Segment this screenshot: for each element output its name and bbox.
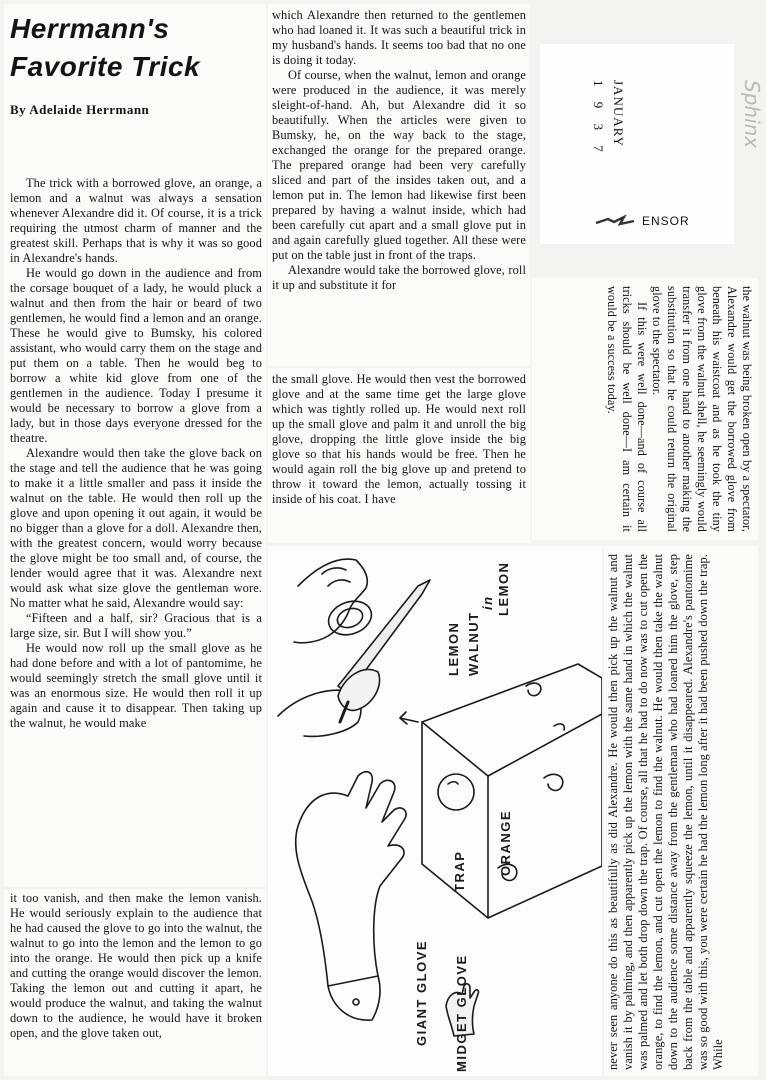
giant-glove-icon — [296, 772, 406, 986]
column-1-body — [10, 176, 262, 731]
pencil-annotation: Sphinx — [740, 80, 764, 149]
label-lemon: LEMON — [446, 621, 461, 676]
stamp-text: ENSOR — [642, 214, 690, 228]
paragraph: The trick with a borrowed glove, an orange, a lemon and a walnut was always a sensation whenever Alexandre did it. Of course, it is a trick requiring the utmost charm of manner and the greatest skill. Perhaps that is why it was so good in Alexandre's hands. — [10, 176, 262, 265]
label-orange: ORANGE — [498, 809, 513, 876]
date-clipping — [540, 44, 734, 244]
paragraph: Alexandre would then take the glove back on the stage and tell the audience that he was going to make it a little smaller and pass it inside the walnut on the table. He would then roll up the glove and upon opening it out again, it would be no bigger than a glove for a doll. Alexandre then, with the greatest concern, would worry because the glove might be too small and, of course, the lender would agree that it was. Alexandre next would ask what size glove the gentleman wore. No matter what he said, Alexandre would say: — [10, 446, 262, 610]
article-column-2 — [268, 4, 530, 366]
label-midget-glove: MIDGET GLOVE — [454, 954, 469, 1072]
paragraph: If this were well done—and of course all tricks should be well done—I am certain it would be a success today. — [605, 286, 649, 532]
paragraph: He would now roll up the small glove as he had done before and with a lot of pantomime, he would seemingly stretch the small glove until it was an enormous size. He would then roll it up again and cause it to disappear. Then taking up the walnut, he would make — [10, 641, 262, 730]
headline-line-2: Favorite Trick — [10, 51, 201, 82]
article-column-1-continued — [4, 889, 266, 1076]
label-walnut: WALNUT — [466, 611, 481, 676]
date-month: JANUARY — [611, 80, 626, 147]
label-trap: TRAP — [452, 850, 467, 892]
walnut-icon — [338, 669, 380, 710]
label-lemon-2: LEMON — [496, 561, 511, 616]
stamp-mark — [594, 214, 644, 224]
paragraph: “Fifteen and a half, sir? Gracious that is a large size, sir. But I will show you.” — [10, 611, 262, 640]
paragraph: the small glove. He would then vest the borrowed glove and at the same time get the large glove which was tightly rolled up. He would next roll up the small glove and palm it and unroll the big glove, dropping the little glove inside the big glove so that his hands would be free. Then he would again roll the big glove up and pretend to throw it toward the lemon, actually tossing it inside of his coat. I have — [272, 372, 526, 506]
orange-icon — [438, 774, 474, 810]
label-in: in — [480, 595, 495, 610]
paragraph: never seen anyone do this as beautifully as did Alexandre. He would then pick up the walnut and vanish it by palming, and then apparently pick up the lemon with the same hand in which the walnut was palmed and let both drop down the trap. Of course, all that he had to do now was to cut open the orange, to find the lemon, and cut open the lemon to find the walnut. He would then take the walnut down to the audience some distance away from the gentleman who had loaned him the glove, step back from the table and apparently squeeze the lemon, until it disappeared. Alexandre's pantomime was so good with this, you were certain he had the lemon long after it had been pushed down the trap. While — [606, 554, 725, 1070]
paragraph: the walnut was being broken open by a spectator, Alexandre would get the borrowed glove from beneath his waistcoat and as he took the tiny glove from the walnut shell, he seemingly would transfer it from one hand to another making the substitution so that he could return the original glove to the spectator. — [650, 286, 754, 532]
date-year: 1 9 3 7 — [591, 80, 606, 158]
illustration-svg — [268, 546, 602, 1076]
article-column-2-continued — [268, 368, 530, 543]
paragraph: which Alexandre then returned to the gentlemen who had loaned it. It was such a beautiful trick in my husband's hands. It seems too bad that no one is doing it today. — [272, 8, 526, 67]
byline: By Adelaide Herrmann — [10, 102, 150, 117]
article-column-1 — [4, 4, 266, 887]
paragraph: He would go down in the audience and from the corsage bouquet of a lady, he would pluck a walnut and then from the hair or beard of two gentlemen, he would find a lemon and an orange. These he would give to Bumsky, his colored assistant, who would carry them on the stage and put them on a table. Then he would beg to borrow a white kid glove from one of the gentlemen in the audience. Today I presume it would be necessary to borrow a glove from a lady, but in those days everyone dressed for the theatre. — [10, 266, 262, 445]
paragraph: it too vanish, and then make the lemon vanish. He would seriously explain to the audience that he had caused the glove to go into the walnut, the walnut to go into the lemon and the lemon to go into the orange. He would then pick up a knife and cutting the orange would discover the lemon. Taking the lemon out and cutting it apart, he would produce the walnut, and taking the walnut down to the audience, he would have it broken open, and the glove taken out, — [10, 891, 262, 1040]
rotated-column-lower — [604, 546, 758, 1076]
paragraph: Alexandre would take the borrowed glove, roll it up and substitute it for — [272, 263, 526, 292]
trick-illustration — [268, 546, 602, 1076]
label-giant-glove: GIANT GLOVE — [414, 939, 429, 1046]
headline-line-1: Herrmann's — [10, 13, 170, 44]
paragraph: Of course, when the walnut, lemon and orange were produced in the audience, it was merely sleight-of-hand. Ah, but Alexandre did it so beautifully. When the articles were given to Bumsky, he, on the way back to the stage, exchanged the orange for the prepared orange. The prepared orange had been very carefully sliced and part of the insides taken out, and a lemon put in. The lemon had likewise first been prepared by having a walnut inside, which had been carefully cut apart and a small glove put in and again carefully glued together. All these were put on the table just in front of the traps. — [272, 68, 526, 262]
rotated-column-upper — [532, 278, 758, 540]
